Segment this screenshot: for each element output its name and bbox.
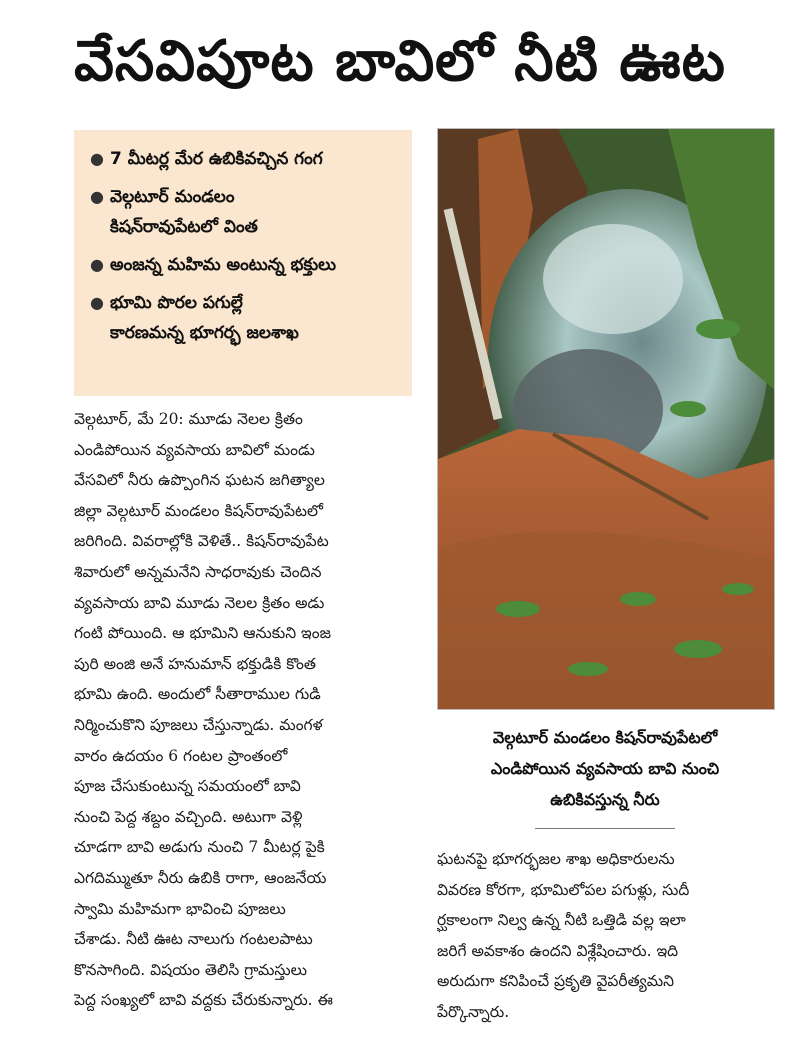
article-line: గంటి పోయింది. ఆ భూమిని ఆనుకుని ఇంజ	[74, 624, 331, 643]
article-line: ర్ఘకాలంగా నిల్వ ఉన్న నీటి ఒత్తిడి వల్ల ఇలా	[437, 911, 686, 930]
caption-line: ఉబికివస్తున్న నీరు	[550, 790, 660, 809]
article-line: శివారులో అన్నమనేని సాధరావుకు చెందిన	[74, 562, 322, 581]
bullet-icon: ●	[90, 187, 104, 206]
highlight-line: కారణమన్న భూగర్భ జలశాఖ	[110, 323, 299, 343]
caption-divider	[535, 828, 675, 829]
article-line: పురి అంజి అనే హనుమాన్ భక్తుడికి కొంత	[74, 654, 316, 673]
article-line: చేశాడు. నీటి ఊట నాలుగు గంటలపాటు	[74, 930, 313, 949]
article-line: వ్యవసాయ బావి మూడు నెలల క్రితం అడు	[74, 593, 325, 612]
headline: వేసవిపూట బావిలో నీటి ఊట	[74, 29, 726, 94]
article-line: ఘటనపై భూగర్భజల శాఖ అధికారులను	[437, 850, 675, 868]
article-line: జిల్లా వెల్గటూర్ మండలం కిషన్‌రావుపేటలో	[74, 501, 323, 520]
well-photo-illustration	[438, 129, 774, 709]
bullet-icon: ●	[90, 293, 104, 312]
highlight-item	[88, 250, 402, 280]
highlight-line: కిషన్‌రావుపేటలో వింత	[110, 217, 258, 237]
highlight-item	[88, 182, 402, 242]
article-line: వేసవిలో నీరు ఉప్పొంగిన ఘటన జగిత్యాల	[74, 471, 325, 490]
well-photo	[437, 128, 775, 710]
highlight-line: భూమి పొరల పగుల్లే	[110, 293, 243, 313]
article-line: వారం ఉదయం 6 గంటల ప్రాంతంలో	[74, 746, 288, 765]
article-line: వివరణ కోరగా, భూమిలోపల పగుళ్లు, సుదీ	[437, 880, 690, 899]
highlight-line: 7 మీటర్ల మేర ఉబికివచ్చిన గంగ	[110, 149, 323, 169]
highlight-item	[88, 144, 402, 174]
article-line: చూడగా బావి అడుగు నుంచి 7 మీటర్ల పైకి	[74, 838, 325, 857]
highlights-box	[74, 130, 412, 396]
article-line: కొనసాగింది. విషయం తెలిసి గ్రామస్తులు	[74, 960, 307, 979]
article-left-column	[74, 404, 414, 1016]
caption-line: ఎండిపోయిన వ్యవసాయ బావి నుంచి	[490, 759, 720, 778]
caption-line: వెల్గటూర్ మండలం కిషన్‌రావుపేటలో	[492, 728, 718, 747]
article-line: స్వామి మహిమగా భావించి పూజలు	[74, 899, 286, 918]
article-line: ఎగదిమ్ముతూ నీరు ఉబికి రాగా, ఆంజనేయ	[74, 868, 327, 887]
article-line: జరిగే అవకాశం ఉందని విశ్లేషించారు. ఇది	[437, 941, 679, 960]
article-line: జరిగింది. వివరాల్లోకి వెళితే.. కిషన్‌రావుపేట	[74, 532, 329, 551]
highlight-item	[88, 288, 402, 348]
article-line: నుంచి పెద్ద శబ్దం వచ్చింది. అటుగా వెళ్లి	[74, 807, 303, 826]
bullet-icon: ●	[90, 149, 104, 168]
article-line: వెల్గటూర్, మే 20: మూడు నెలల క్రితం	[74, 410, 303, 428]
highlight-line: వెల్గటూర్ మండలం	[110, 187, 235, 207]
bullet-icon: ●	[90, 255, 104, 274]
article-line: అరుదుగా కనిపించే ప్రకృతి వైపరీత్యమని	[437, 972, 674, 991]
article-line: పూజ చేసుకుంటున్న సమయంలో బావి	[74, 777, 301, 796]
article-line: పేర్కొన్నారు.	[437, 1002, 510, 1021]
highlight-line: అంజన్న మహిమ అంటున్న భక్తులు	[110, 255, 337, 275]
article-line: ఎండిపోయిన వ్యవసాయ బావిలో మండు	[74, 440, 315, 459]
photo-caption	[437, 722, 773, 815]
article-line: నిర్మించుకొని పూజలు చేస్తున్నాడు. మంగళ	[74, 715, 323, 734]
article-line: భూమి ఉంది. అందులో సీతారాముల గుడి	[74, 685, 321, 704]
article-right-column	[437, 844, 773, 1028]
article-line: పెద్ద సంఖ్యలో బావి వద్దకు చేరుకున్నారు. ఈ	[74, 991, 333, 1010]
